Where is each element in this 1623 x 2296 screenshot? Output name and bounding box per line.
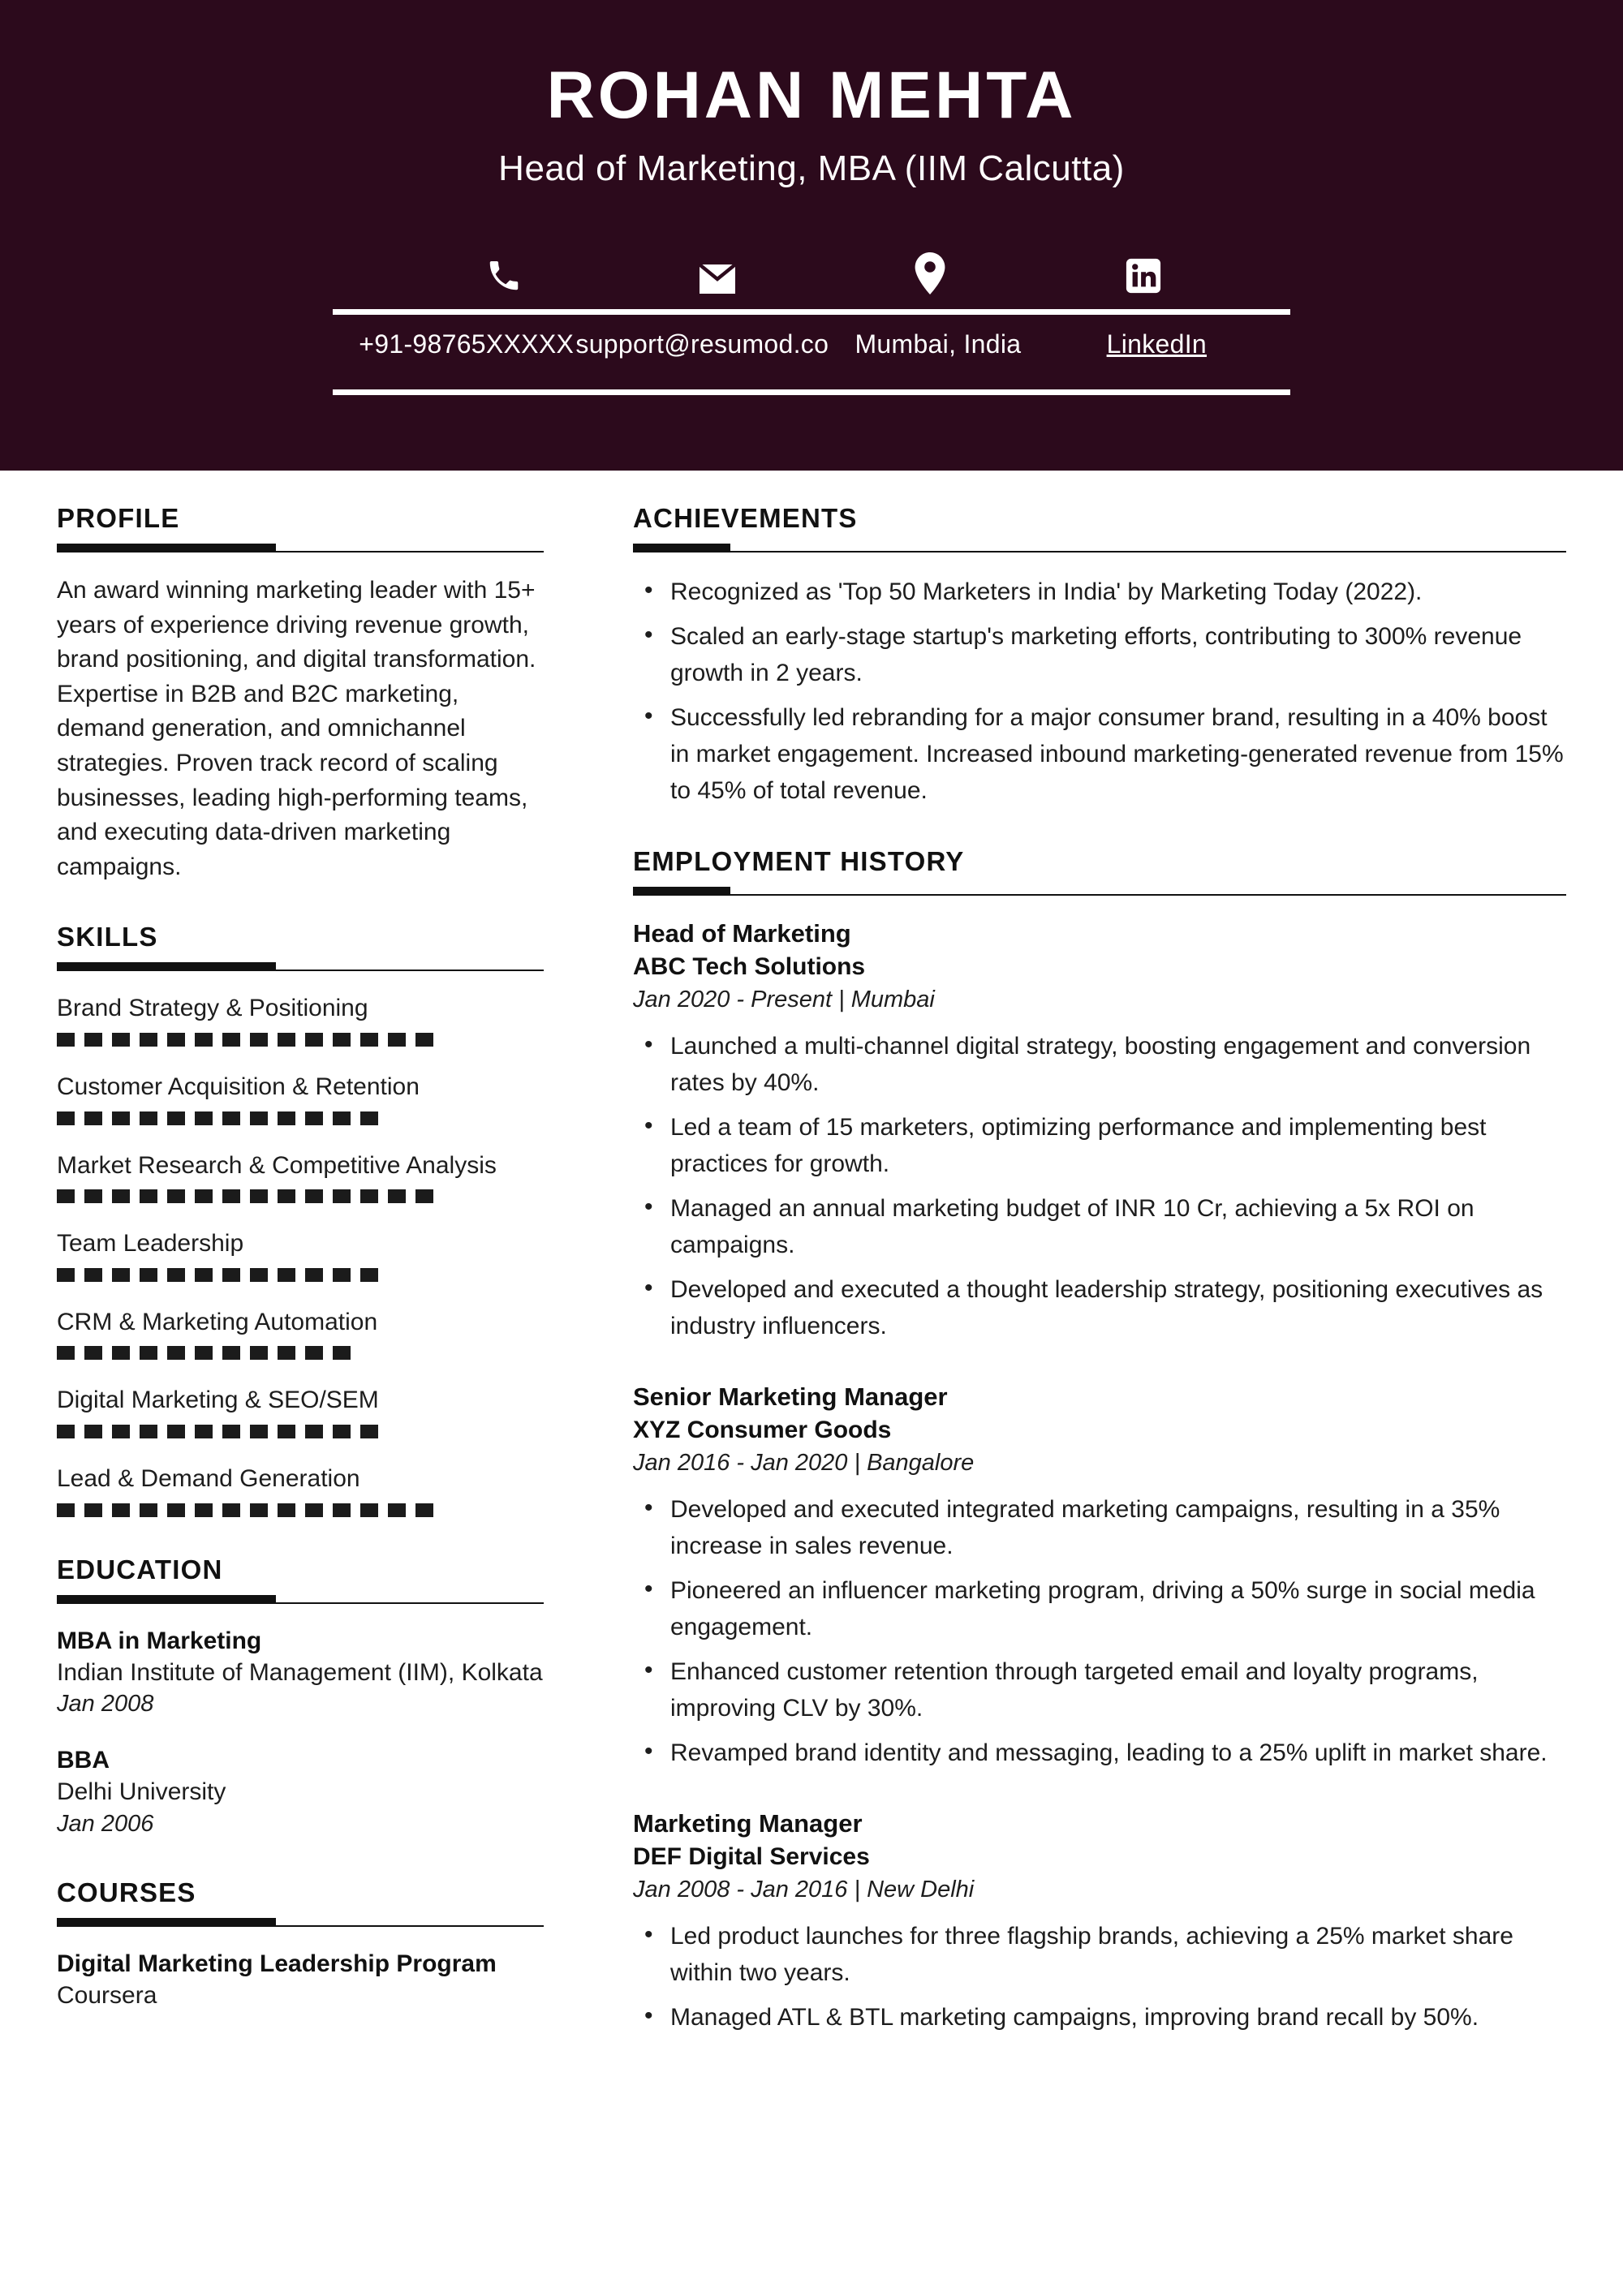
skill-level-dot <box>360 1033 378 1047</box>
skill-label: Team Leadership <box>57 1230 244 1258</box>
skill-level-dot <box>140 1503 157 1517</box>
job-date-location: Jan 2008 - Jan 2016 | New Delhi <box>633 1877 975 1903</box>
section-title-employment: EMPLOYMENT HISTORY <box>633 846 965 876</box>
section-rule <box>57 962 544 971</box>
skill-level-dot <box>84 1189 102 1203</box>
skill-level-dot <box>195 1346 213 1360</box>
skill-level-dot <box>167 1425 185 1438</box>
job-bullet-item: • Led a team of 15 marketers, optimizing performance and implementing best practices for growth. <box>633 1109 1566 1182</box>
job-bullet-list <box>633 1028 1566 1344</box>
employment-list <box>633 896 1566 2036</box>
section-title-courses: COURSES <box>57 1877 196 1907</box>
skill-item <box>57 1071 544 1125</box>
skill-level-meter <box>57 1033 544 1047</box>
skill-level-dot <box>140 1189 157 1203</box>
section-title-achievements: ACHIEVEMENTS <box>633 503 858 533</box>
skill-level-meter <box>57 1346 544 1360</box>
skill-level-dot <box>112 1503 130 1517</box>
skill-level-dot <box>222 1111 240 1125</box>
skill-level-dot <box>167 1268 185 1282</box>
skill-level-dot <box>333 1268 351 1282</box>
job-company: ABC Tech Solutions <box>633 952 866 980</box>
skill-level-dot <box>222 1033 240 1047</box>
skill-level-dot <box>57 1346 75 1360</box>
achievement-item: • Successfully led rebranding for a major consumer brand, resulting in a 40% boost in market engagement. Increased inbound marketing-generated revenue from 15% to 45% of total revenue. <box>633 699 1566 809</box>
skill-level-dot <box>84 1503 102 1517</box>
skill-item <box>57 1306 544 1361</box>
skill-level-dot <box>195 1111 213 1125</box>
job-bullet-item: • Pioneered an influencer marketing program, driving a 50% surge in social media engagement. <box>633 1572 1566 1645</box>
skill-label: CRM & Marketing Automation <box>57 1308 378 1335</box>
employment-entry <box>633 917 1566 1344</box>
job-bullet-list <box>633 1918 1566 2036</box>
skill-level-dot <box>333 1111 351 1125</box>
skill-level-meter <box>57 1425 544 1438</box>
skill-level-dot <box>333 1425 351 1438</box>
job-bullet-item: • Developed and executed a thought leadership strategy, positioning executives as industry influencers. <box>633 1271 1566 1344</box>
achievement-item: • Scaled an early-stage startup's marketing efforts, contributing to 300% revenue growth in 2 years. <box>633 618 1566 691</box>
education-institution: Delhi University <box>57 1778 226 1806</box>
skill-level-dot <box>415 1503 433 1517</box>
skill-level-meter <box>57 1268 544 1282</box>
skill-level-dot <box>333 1503 351 1517</box>
skill-level-dot <box>84 1346 102 1360</box>
skill-level-dot <box>305 1189 323 1203</box>
job-bullet-item: • Managed ATL & BTL marketing campaigns, improving brand recall by 50%. <box>633 1999 1566 2036</box>
section-rule <box>57 1595 544 1604</box>
location-pin-icon <box>824 252 1037 295</box>
right-column <box>633 503 1566 2073</box>
skill-level-dot <box>222 1268 240 1282</box>
skill-level-dot <box>195 1033 213 1047</box>
skill-level-dot <box>333 1189 351 1203</box>
job-bullet-list <box>633 1491 1566 1771</box>
course-entry <box>57 1948 544 2012</box>
education-entry <box>57 1744 544 1840</box>
skills-list <box>57 971 544 1516</box>
section-title-skills: SKILLS <box>57 922 158 952</box>
resume-body <box>0 471 1623 2122</box>
contact-rule-top <box>333 309 1290 315</box>
skill-level-dot <box>112 1268 130 1282</box>
section-rule <box>57 544 544 553</box>
skill-level-dot <box>195 1189 213 1203</box>
skill-item <box>57 1463 544 1517</box>
skill-level-dot <box>250 1189 268 1203</box>
skill-level-dot <box>278 1425 295 1438</box>
page-title: ROHAN MEHTA <box>546 58 1077 132</box>
achievements-list <box>633 574 1566 809</box>
contact-location: Mumbai, India <box>855 329 1022 359</box>
skill-level-dot <box>360 1111 378 1125</box>
job-date-location: Jan 2016 - Jan 2020 | Bangalore <box>633 1450 975 1477</box>
skill-level-dot <box>388 1503 406 1517</box>
skill-label: Customer Acquisition & Retention <box>57 1073 420 1100</box>
skill-level-dot <box>140 1111 157 1125</box>
header-tagline: Head of Marketing, MBA (IIM Calcutta) <box>498 148 1125 188</box>
skill-level-dot <box>140 1346 157 1360</box>
skill-item <box>57 1384 544 1438</box>
skill-level-dot <box>360 1189 378 1203</box>
education-list <box>57 1604 544 1840</box>
courses-list <box>57 1927 544 2012</box>
skill-level-dot <box>57 1503 75 1517</box>
skill-level-dot <box>278 1503 295 1517</box>
skill-level-dot <box>167 1346 185 1360</box>
section-title-profile: PROFILE <box>57 503 180 533</box>
job-title: Marketing Manager <box>633 1808 863 1838</box>
job-date-location: Jan 2020 - Present | Mumbai <box>633 987 935 1013</box>
skill-level-dot <box>250 1033 268 1047</box>
skill-level-dot <box>84 1425 102 1438</box>
skill-level-dot <box>167 1503 185 1517</box>
skill-level-dot <box>333 1033 351 1047</box>
skill-level-dot <box>305 1346 323 1360</box>
job-bullet-item: • Developed and executed integrated marketing campaigns, resulting in a 35% increase in sales revenue. <box>633 1491 1566 1564</box>
skill-level-dot <box>222 1425 240 1438</box>
employment-entry <box>633 1807 1566 2036</box>
skill-label: Lead & Demand Generation <box>57 1464 360 1492</box>
skill-label: Digital Marketing & SEO/SEM <box>57 1387 379 1414</box>
skill-level-dot <box>167 1111 185 1125</box>
education-entry <box>57 1625 544 1721</box>
left-column <box>57 503 544 2049</box>
skill-level-dot <box>415 1033 433 1047</box>
skill-level-dot <box>140 1268 157 1282</box>
skill-level-dot <box>305 1503 323 1517</box>
skill-level-dot <box>140 1033 157 1047</box>
section-profile <box>57 503 544 884</box>
education-date: Jan 2006 <box>57 1810 154 1837</box>
skill-label: Market Research & Competitive Analysis <box>57 1151 497 1179</box>
skill-level-dot <box>57 1033 75 1047</box>
skill-level-dot <box>140 1425 157 1438</box>
employment-entry <box>633 1380 1566 1771</box>
skill-level-dot <box>305 1111 323 1125</box>
contact-value-row <box>333 315 1290 375</box>
course-name: Digital Marketing Leadership Program <box>57 1950 497 1977</box>
skill-level-dot <box>195 1503 213 1517</box>
skill-level-dot <box>360 1268 378 1282</box>
skill-level-dot <box>415 1189 433 1203</box>
section-rule <box>57 1918 544 1927</box>
course-provider: Coursera <box>57 1981 157 2009</box>
linkedin-icon <box>1037 257 1251 295</box>
skill-level-meter <box>57 1503 544 1517</box>
education-degree: MBA in Marketing <box>57 1627 262 1654</box>
skill-level-dot <box>250 1425 268 1438</box>
skill-level-dot <box>84 1111 102 1125</box>
education-institution: Indian Institute of Management (IIM), Kolkata <box>57 1658 543 1686</box>
skill-level-dot <box>112 1346 130 1360</box>
resume-header <box>0 0 1623 471</box>
job-bullet-item: • Led product launches for three flagship brands, achieving a 25% market share within two years. <box>633 1918 1566 1991</box>
job-title: Head of Marketing <box>633 919 851 948</box>
skill-item <box>57 1228 544 1282</box>
skill-level-dot <box>167 1033 185 1047</box>
envelope-icon <box>611 264 824 295</box>
skill-level-dot <box>195 1425 213 1438</box>
job-bullet-item: • Launched a multi-channel digital strategy, boosting engagement and conversion rates by 40%. <box>633 1028 1566 1101</box>
job-company: XYZ Consumer Goods <box>633 1416 892 1443</box>
skill-level-dot <box>250 1111 268 1125</box>
job-bullet-item: • Revamped brand identity and messaging, leading to a 25% uplift in market share. <box>633 1735 1566 1771</box>
skill-level-dot <box>57 1425 75 1438</box>
contact-icon-row <box>333 238 1290 295</box>
section-education <box>57 1554 544 1840</box>
skill-label: Brand Strategy & Positioning <box>57 995 368 1022</box>
skill-level-dot <box>388 1189 406 1203</box>
skill-level-dot <box>57 1268 75 1282</box>
profile-summary-text: An award winning marketing leader with 15+ years of experience driving revenue growth, brand positioning, and digital transformation. Expertise in B2B and B2C marketing, demand generation, and omnichannel strategies. Proven track record of scaling businesses, leading high-performing teams, and executing data-driven marketing campaigns. <box>57 577 536 880</box>
section-rule <box>633 887 1566 896</box>
skill-level-dot <box>222 1189 240 1203</box>
education-degree: BBA <box>57 1747 110 1774</box>
skill-level-dot <box>250 1346 268 1360</box>
skill-level-dot <box>84 1033 102 1047</box>
contact-linkedin-link[interactable]: LinkedIn <box>1106 329 1207 359</box>
skill-level-dot <box>57 1111 75 1125</box>
skill-level-dot <box>112 1425 130 1438</box>
contact-rule-bottom <box>333 389 1290 395</box>
skill-level-dot <box>250 1268 268 1282</box>
contact-email: support@resumod.co <box>575 329 829 359</box>
skill-level-dot <box>222 1346 240 1360</box>
section-achievements <box>633 503 1566 809</box>
contact-phone: +91-98765XXXXX <box>359 329 575 359</box>
skill-level-meter <box>57 1111 544 1125</box>
section-courses <box>57 1877 544 2012</box>
skill-level-meter <box>57 1189 544 1203</box>
section-skills <box>57 922 544 1516</box>
section-employment-history <box>633 846 1566 2036</box>
skill-level-dot <box>112 1033 130 1047</box>
skill-level-dot <box>222 1503 240 1517</box>
job-title: Senior Marketing Manager <box>633 1382 948 1411</box>
skill-item <box>57 992 544 1047</box>
skill-level-dot <box>278 1346 295 1360</box>
skill-level-dot <box>84 1268 102 1282</box>
skill-level-dot <box>250 1503 268 1517</box>
skill-level-dot <box>360 1425 378 1438</box>
skill-level-dot <box>112 1111 130 1125</box>
skill-level-dot <box>305 1268 323 1282</box>
skill-level-dot <box>112 1189 130 1203</box>
skill-level-dot <box>278 1189 295 1203</box>
skill-level-dot <box>167 1189 185 1203</box>
education-date: Jan 2008 <box>57 1691 154 1718</box>
section-rule <box>633 544 1566 553</box>
skill-level-dot <box>57 1189 75 1203</box>
skill-level-dot <box>305 1033 323 1047</box>
skill-level-dot <box>333 1346 351 1360</box>
skill-level-dot <box>305 1425 323 1438</box>
skill-level-dot <box>388 1033 406 1047</box>
job-bullet-item: • Managed an annual marketing budget of INR 10 Cr, achieving a 5x ROI on campaigns. <box>633 1190 1566 1263</box>
phone-icon <box>398 257 611 295</box>
job-bullet-item: • Enhanced customer retention through targeted email and loyalty programs, improving CLV by 30%. <box>633 1653 1566 1726</box>
achievement-item: • Recognized as 'Top 50 Marketers in India' by Marketing Today (2022). <box>633 574 1566 610</box>
skill-level-dot <box>195 1268 213 1282</box>
job-company: DEF Digital Services <box>633 1842 870 1870</box>
contact-block <box>333 238 1290 395</box>
skill-level-dot <box>278 1268 295 1282</box>
skill-level-dot <box>278 1033 295 1047</box>
skill-level-dot <box>360 1503 378 1517</box>
skill-item <box>57 1150 544 1204</box>
skill-level-dot <box>278 1111 295 1125</box>
section-title-education: EDUCATION <box>57 1554 223 1584</box>
